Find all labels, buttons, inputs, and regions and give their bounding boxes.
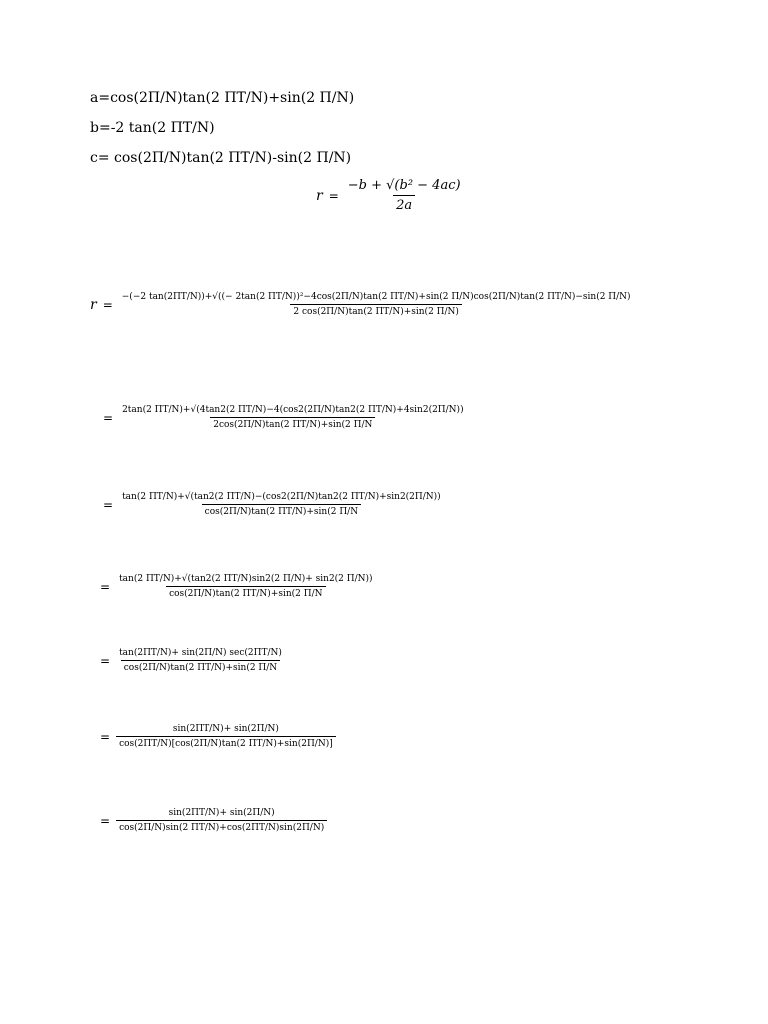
step-5-fraction (116, 724, 336, 749)
step-6-equation (100, 808, 327, 833)
step-5-equation (100, 724, 336, 749)
step-2-denominator: cos(2Π/N)tan(2 ΠT/N)+sin(2 Π/N (202, 504, 361, 517)
definition-b: b=-2 tan(2 ΠT/N) (90, 120, 215, 136)
step-6-numerator: sin(2ΠT/N)+ sin(2Π/N) (168, 808, 275, 818)
expanded-r-equals: = (102, 297, 113, 312)
step-5-denominator: cos(2ΠT/N)[cos(2Π/N)tan(2 ΠT/N)+sin(2Π/N)] (116, 736, 336, 749)
quadratic-formula (316, 178, 464, 213)
step-2-fraction (119, 492, 444, 517)
step-4-denominator: cos(2Π/N)tan(2 ΠT/N)+sin(2 Π/N (121, 660, 280, 673)
step-4-equation (100, 648, 285, 673)
step-4-numerator: tan(2ΠT/N)+ sin(2Π/N) sec(2ΠT/N) (119, 648, 282, 658)
step-6-equals: = (100, 813, 111, 828)
step-6-fraction (116, 808, 327, 833)
step-4-equals: = (100, 653, 111, 668)
definition-a: a=cos(2Π/N)tan(2 ΠT/N)+sin(2 Π/N) (90, 90, 355, 106)
expanded-r-numerator: −(−2 tan(2ΠT/N))+√((− 2tan(2 ΠT/N))²−4cos(2Π/N)tan(2 ΠT/N)+sin(2 Π/N)cos(2Π/N)tan(2 ΠT/N)−sin(2 Π/N) (121, 292, 631, 302)
step-5-equals: = (100, 729, 111, 744)
step-1-fraction (119, 405, 467, 430)
formula-fraction (345, 178, 464, 213)
formula-numerator: −b + √(b² − 4ac) (347, 178, 461, 193)
step-1-equation (103, 405, 467, 430)
step-3-denominator: cos(2Π/N)tan(2 ΠT/N)+sin(2 Π/N (166, 586, 325, 599)
expanded-r-fraction (119, 292, 634, 317)
expanded-r-equation (90, 292, 634, 317)
definition-c: c= cos(2Π/N)tan(2 ΠT/N)-sin(2 Π/N) (90, 150, 352, 166)
formula-denominator: 2a (393, 195, 415, 213)
step-2-numerator: tan(2 ΠT/N)+√(tan2(2 ΠT/N)−(cos2(2Π/N)tan2(2 ΠT/N)+sin2(2Π/N)) (122, 492, 441, 502)
step-6-denominator: cos(2Π/N)sin(2 ΠT/N)+cos(2ΠT/N)sin(2Π/N) (116, 820, 327, 833)
formula-equals: = (328, 188, 339, 203)
step-2-equals: = (103, 497, 114, 512)
step-3-fraction (116, 574, 376, 599)
step-1-numerator: 2tan(2 ΠT/N)+√(4tan2(2 ΠT/N)−4(cos2(2Π/N)tan2(2 ΠT/N)+4sin2(2Π/N)) (122, 405, 464, 415)
step-3-numerator: tan(2 ΠT/N)+√(tan2(2 ΠT/N)sin2(2 Π/N)+ sin2(2 Π/N)) (119, 574, 373, 584)
expanded-r-denominator: 2 cos(2Π/N)tan(2 ΠT/N)+sin(2 Π/N) (290, 304, 462, 317)
formula-lhs: r (316, 187, 323, 204)
step-5-numerator: sin(2ΠT/N)+ sin(2Π/N) (172, 724, 279, 734)
step-3-equation (100, 574, 376, 599)
step-2-equation (103, 492, 444, 517)
step-3-equals: = (100, 579, 111, 594)
step-4-fraction (116, 648, 285, 673)
expanded-r-lhs: r (90, 296, 97, 313)
step-1-denominator: 2cos(2Π/N)tan(2 ΠT/N)+sin(2 Π/N (210, 417, 375, 430)
step-1-equals: = (103, 410, 114, 425)
